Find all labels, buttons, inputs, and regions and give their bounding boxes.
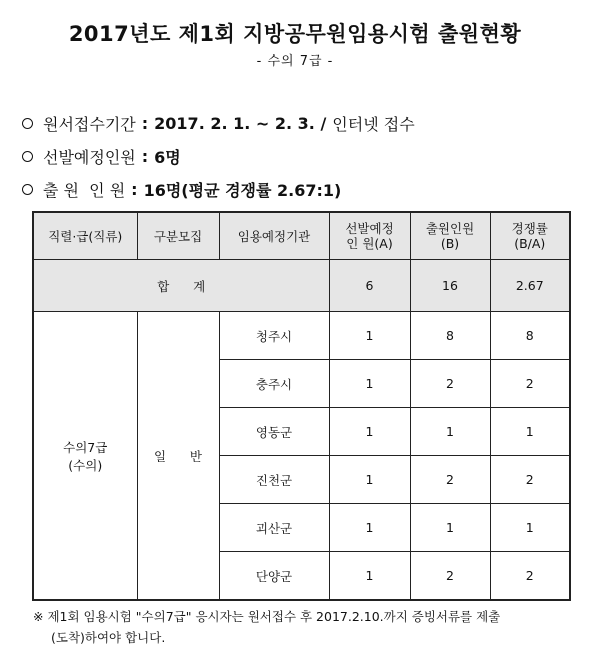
- total-planned: 6: [329, 260, 410, 312]
- agency-cell: 괴산군: [219, 504, 329, 552]
- ratio-cell: 2: [490, 456, 570, 504]
- info-extra: 인터넷 접수: [332, 115, 415, 134]
- info-applicant-count: [22, 178, 341, 201]
- planned-cell: 1: [329, 504, 410, 552]
- planned-cell: 1: [329, 456, 410, 504]
- info-application-period: [22, 112, 415, 135]
- info-planned-count: [22, 145, 181, 168]
- ratio-cell: 1: [490, 504, 570, 552]
- applicants-cell: 1: [410, 408, 490, 456]
- header-applicants: 출원인원 (B): [410, 212, 490, 260]
- footnote-line: (도착)하여야 합니다.: [51, 630, 166, 645]
- info-label: 선발예정인원: [43, 148, 136, 167]
- footnote-line: ※ 제1회 임용시험 "수의7급" 응시자는 원서접수 후 2017.2.10.까지 증빙서류를 제출: [33, 609, 501, 624]
- applicant-table: [32, 211, 571, 601]
- info-label: 원서접수기간: [43, 115, 136, 134]
- info-label: 출 원 인 원: [43, 181, 126, 200]
- header-ratio: 경쟁률 (B/A): [490, 212, 570, 260]
- applicants-cell: 8: [410, 312, 490, 360]
- header-series: 직렬·급(직류): [33, 212, 137, 260]
- total-label: 합 계: [33, 260, 329, 312]
- applicants-cell: 2: [410, 360, 490, 408]
- info-value: 2017. 2. 1. ~ 2. 3. /: [154, 114, 327, 133]
- ratio-cell: 2: [490, 360, 570, 408]
- ratio-cell: 8: [490, 312, 570, 360]
- circle-bullet-icon: [22, 118, 33, 129]
- info-value: 16명(평균 경쟁률 2.67:1): [143, 181, 342, 200]
- total-row: [33, 260, 570, 312]
- total-applicants: 16: [410, 260, 490, 312]
- total-ratio: 2.67: [490, 260, 570, 312]
- series-cell: 수의7급 (수의): [33, 312, 137, 601]
- agency-cell: 충주시: [219, 360, 329, 408]
- header-category: 구분모집: [137, 212, 219, 260]
- ratio-cell: 1: [490, 408, 570, 456]
- circle-bullet-icon: [22, 151, 33, 162]
- table-header-row: [33, 212, 570, 260]
- info-separator: :: [131, 180, 138, 199]
- footnote: [33, 606, 578, 648]
- applicants-cell: 2: [410, 456, 490, 504]
- agency-cell: 청주시: [219, 312, 329, 360]
- ratio-cell: 2: [490, 552, 570, 601]
- planned-cell: 1: [329, 312, 410, 360]
- header-agency: 임용예정기관: [219, 212, 329, 260]
- page-title: 2017년도 제1회 지방공무원임용시험 출원현황: [68, 22, 522, 46]
- header-planned: 선발예정 인 원(A): [329, 212, 410, 260]
- planned-cell: 1: [329, 360, 410, 408]
- circle-bullet-icon: [22, 184, 33, 195]
- page-subtitle: - 수의 7급 -: [256, 54, 334, 69]
- category-cell: 일 반: [137, 312, 219, 601]
- applicants-cell: 2: [410, 552, 490, 601]
- table-row: [33, 312, 570, 360]
- info-separator: :: [141, 114, 149, 133]
- agency-cell: 단양군: [219, 552, 329, 601]
- planned-cell: 1: [329, 552, 410, 601]
- agency-cell: 진천군: [219, 456, 329, 504]
- info-separator: :: [141, 147, 149, 166]
- planned-cell: 1: [329, 408, 410, 456]
- applicants-cell: 1: [410, 504, 490, 552]
- info-value: 6명: [154, 148, 181, 167]
- agency-cell: 영동군: [219, 408, 329, 456]
